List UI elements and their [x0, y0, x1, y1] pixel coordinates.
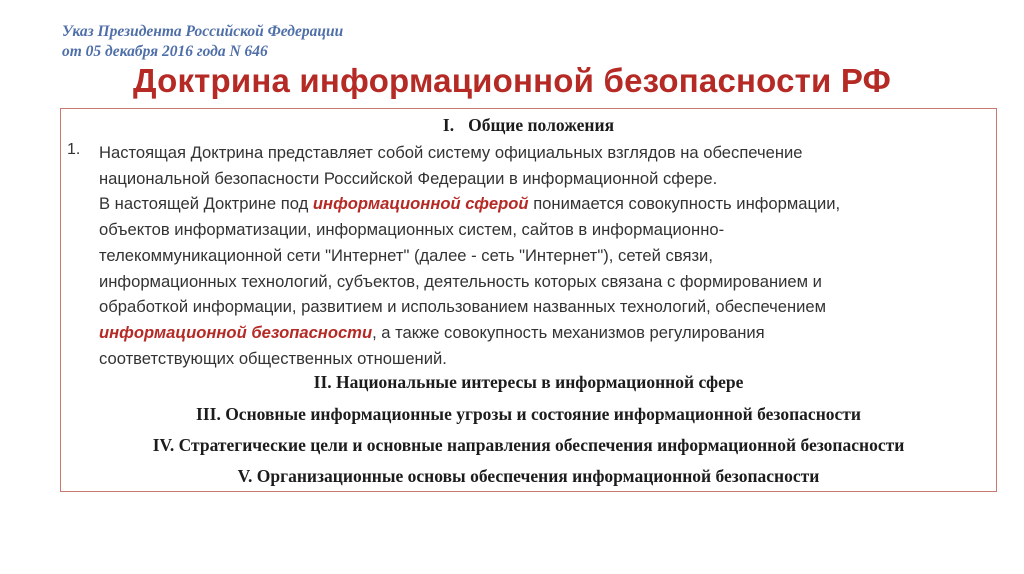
para-text: понимается совокупность информации, — [528, 194, 841, 214]
para-text: , а также совокупность механизмов регулирования — [372, 322, 765, 342]
para-text: В настоящей Доктрине под — [99, 194, 313, 214]
item-number: 1. — [67, 141, 81, 158]
decree-reference — [62, 22, 343, 62]
para-line: информационных технологий, субъектов, деятельность которых связана с формированием и — [99, 271, 822, 291]
para-line — [99, 191, 989, 217]
term-information-security: информационной безопасности — [99, 322, 373, 342]
term-information-sphere: информационной сферой — [312, 194, 529, 214]
page-title: Доктрина информационной безопасности РФ — [132, 62, 891, 99]
section-1-number: I. — [442, 115, 455, 135]
para-line: национальной безопасности Российской Федерации в информационной сфере. — [99, 168, 718, 188]
section-1-title — [61, 115, 996, 136]
decree-line-1: Указ Президента Российской Федерации — [62, 23, 344, 40]
section-5-title: V. Организационные основы обеспечения информационной безопасности — [237, 466, 820, 486]
para-line: обработкой информации, развитием и использованием названных технологий, обеспечением — [99, 297, 827, 317]
content-frame — [60, 108, 997, 492]
para-line — [99, 320, 989, 346]
section-2-title: II. Национальные интересы в информационной сфере — [313, 372, 744, 392]
para-line: объектов информатизации, информационных систем, сайтов в информационно- — [99, 220, 725, 240]
para-line: телекоммуникационной сети "Интернет" (далее - сеть "Интернет"), сетей связи, — [99, 245, 713, 265]
para-line: соответствующих общественных отношений. — [99, 348, 447, 368]
item-paragraph — [99, 140, 989, 371]
section-1-label: Общие положения — [468, 115, 615, 135]
decree-line-2: от 05 декабря 2016 года N 646 — [62, 43, 268, 60]
para-line: Настоящая Доктрина представляет собой систему официальных взглядов на обеспечение — [99, 143, 803, 162]
section-3-title: III. Основные информационные угрозы и состояние информационной безопасности — [196, 404, 861, 424]
section-4-title: IV. Стратегические цели и основные направления обеспечения информационной безопасности — [152, 435, 905, 455]
